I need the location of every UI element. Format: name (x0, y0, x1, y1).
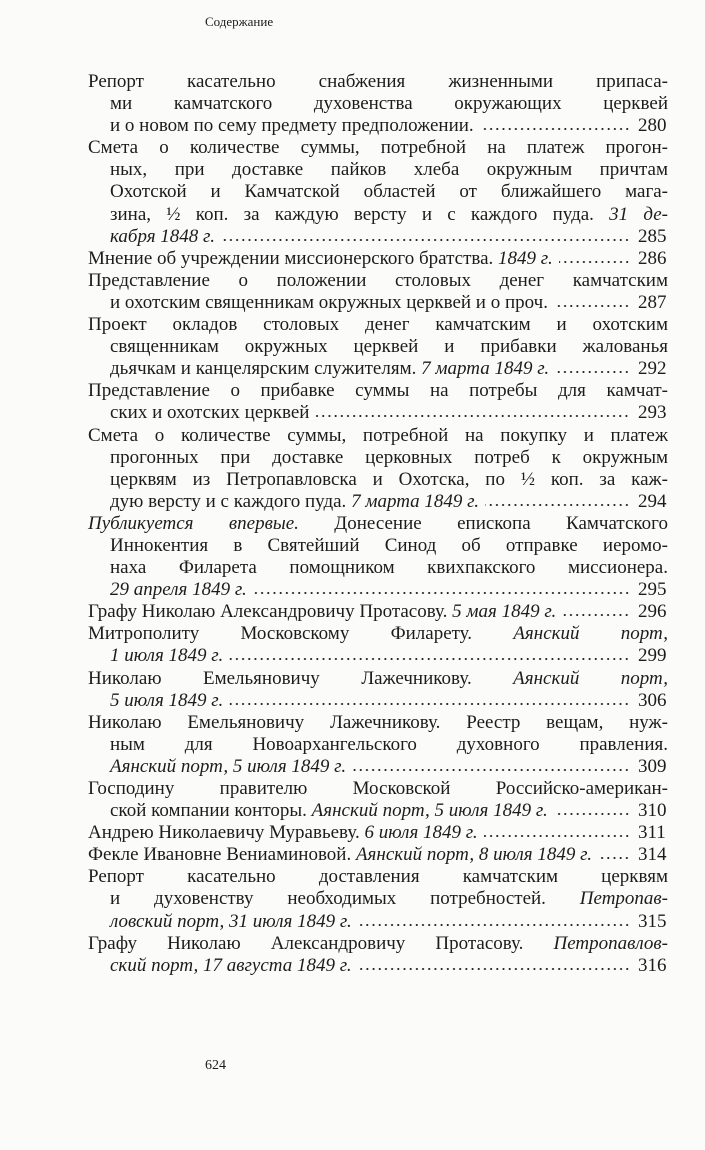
entry-text: прогонных при доставке церковных потреб к окружным (110, 446, 668, 468)
entry-text: дьячкам и канцелярским служителям. (110, 358, 422, 380)
entry-text: и охотским священникам окружных церквей и о проч. (110, 291, 548, 313)
entry-text: Господину правителю Московской Российско-американ- (88, 778, 668, 799)
entry-text: ми камчатского духовенства окружающих церквей (110, 93, 668, 115)
toc-entry (88, 623, 668, 667)
entry-text: Репорт касательно снабжения жизненными припаса- (88, 71, 668, 92)
toc-entry (88, 513, 668, 601)
toc-entry-line (88, 292, 668, 314)
entry-text: зина, ½ коп. за каждую версту и с каждого пуда. (110, 203, 610, 225)
entry-title-text (88, 822, 478, 844)
toc-entry-line (88, 690, 668, 712)
toc-entry (88, 380, 668, 424)
toc-entry-line (88, 336, 668, 358)
toc-entry-line (88, 226, 668, 248)
entry-italic-text: Аянский порт, 5 июля 1849 г. (311, 800, 548, 822)
toc-entry (88, 778, 668, 822)
entry-page-number: 314 (638, 844, 667, 866)
entry-text: Графу Николаю Александровичу Протасову. (88, 932, 554, 954)
entry-page-number: 296 (638, 601, 667, 623)
toc-entry-line (88, 712, 668, 734)
entry-text: Представление о положении столовых денег камчатским (88, 269, 668, 291)
dot-leader (358, 923, 630, 927)
entry-title-text (88, 844, 592, 866)
entry-italic-text: 7 марта 1849 г. (351, 490, 480, 512)
entry-title-text (110, 491, 479, 513)
entry-page-number: 316 (638, 954, 667, 976)
page-number: 624 (205, 1058, 226, 1073)
toc-entry (88, 933, 668, 977)
entry-text: наха Филарета помощником квихпакского миссионера. (110, 557, 668, 579)
toc-entry-line (88, 513, 668, 535)
dot-leader (562, 613, 630, 617)
toc-entry (88, 712, 668, 778)
dot-leader (358, 967, 630, 971)
entry-text: Репорт касательно доставления камчатским церквям (88, 866, 668, 888)
entry-text: ных, при доставке пайков хлеба окружным причтам (110, 159, 668, 181)
dot-leader (484, 834, 630, 838)
dot-leader (555, 370, 630, 374)
toc-entry-line (88, 137, 668, 159)
dot-leader (352, 768, 630, 772)
entry-text: Смета о количестве суммы, потребной на покупку и платеж (88, 424, 668, 446)
entry-italic-text: 31 де- (609, 203, 668, 225)
toc-entry-line (88, 402, 668, 424)
entry-text: Мнение об учреждении миссионерского братства. (88, 247, 499, 269)
entry-text: священникам окружных церквей и прибавки жалованья (110, 336, 668, 358)
entry-title-text (110, 756, 346, 778)
entry-italic-text: Аянский порт, (513, 623, 668, 645)
entry-italic-text: 6 июля 1849 г. (364, 822, 478, 844)
entry-italic-text: кабря 1848 г. (110, 225, 215, 247)
toc-entry-line (88, 579, 668, 601)
entry-text: Графу Николаю Александровичу Протасову. (88, 601, 453, 623)
entry-italic-text: 5 мая 1849 г. (452, 601, 557, 623)
toc-entry-line (88, 601, 668, 623)
entry-text: Николаю Емельяновичу Лажечникову. Реестр вещам, нуж- (88, 711, 668, 733)
entry-title-text (110, 800, 548, 822)
toc-entry-line (88, 866, 668, 888)
entry-text: и о новом по сему предмету предположении. (110, 115, 474, 137)
toc-entry-line (88, 557, 668, 579)
toc-entry-line (88, 756, 668, 778)
entry-title-text (110, 115, 474, 137)
entry-italic-text: Петропавлов- (553, 932, 668, 954)
entry-page-number: 315 (638, 910, 667, 932)
dot-leader (559, 260, 630, 264)
entry-page-number: 286 (638, 247, 667, 269)
entry-page-number: 294 (638, 490, 667, 512)
entry-italic-text: Аянский порт, (513, 667, 668, 689)
toc-entry-line (88, 248, 668, 270)
dot-leader (229, 702, 630, 706)
toc-entry-line (88, 911, 668, 933)
entry-title-text (110, 645, 223, 667)
toc-entry-line (88, 623, 668, 645)
toc-entry (88, 270, 668, 314)
toc-entry-line (88, 955, 668, 977)
toc-entry-line (88, 469, 668, 491)
toc-entry-line (88, 822, 668, 844)
toc-entry-line (88, 844, 668, 866)
toc-entry (88, 866, 668, 932)
entry-text: Охотской и Камчатской областей от ближайшего мага- (110, 181, 668, 203)
toc-entry (88, 601, 668, 623)
entry-title-text (110, 358, 549, 380)
entry-page-number: 310 (638, 800, 667, 822)
dot-leader (480, 127, 630, 131)
toc-entry-line (88, 447, 668, 469)
entry-italic-text: ловский порт, 31 июля 1849 г. (110, 910, 352, 932)
entry-italic-text: Аянский порт, 5 июля 1849 г. (110, 755, 347, 777)
entry-italic-text: Публикуется впервые. (88, 512, 299, 534)
entry-text: Смета о количестве суммы, потребной на платеж прогон- (88, 137, 668, 159)
entry-text: Иннокентия в Святейший Синод об отправке иеромо- (110, 534, 668, 556)
entry-text: Представление о прибавке суммы на потребы для камчат- (88, 380, 668, 402)
toc-entry-line (88, 71, 668, 93)
entry-italic-text: 29 апреля 1849 г. (110, 579, 247, 601)
entry-text: Фекле Ивановне Вениаминовой. (88, 844, 356, 866)
dot-leader (485, 503, 630, 507)
toc-entry-line (88, 115, 668, 137)
toc-entry-line (88, 159, 668, 181)
dot-leader (554, 304, 630, 308)
toc-entry-line (88, 181, 668, 203)
dot-leader (229, 657, 630, 661)
entry-title-text (110, 402, 309, 424)
toc-entry (88, 822, 668, 844)
entry-page-number: 287 (638, 291, 667, 313)
toc-entry (88, 668, 668, 712)
toc-entry-line (88, 270, 668, 292)
dot-leader (598, 856, 630, 860)
entry-page-number: 292 (638, 358, 667, 380)
toc-entry-line (88, 888, 668, 910)
toc-entry-line (88, 800, 668, 822)
entry-italic-text: 7 марта 1849 г. (421, 358, 550, 380)
entry-title-text (110, 579, 247, 601)
entry-title-text (88, 248, 553, 270)
entry-title-text (88, 601, 556, 623)
toc-entry-line (88, 734, 668, 756)
entry-page-number: 306 (638, 689, 667, 711)
toc-entry-line (88, 425, 668, 447)
entry-page-number: 295 (638, 579, 667, 601)
toc-entry-line (88, 358, 668, 380)
toc-entry-line (88, 933, 668, 955)
table-of-contents (88, 71, 668, 977)
entry-page-number: 311 (638, 822, 666, 844)
entry-page-number: 293 (638, 402, 667, 424)
entry-page-number: 285 (638, 225, 667, 247)
entry-title-text (110, 226, 215, 248)
toc-entry-line (88, 380, 668, 402)
dot-leader (253, 591, 630, 595)
toc-entry-line (88, 204, 668, 226)
entry-text: дую версту и с каждого пуда. (110, 490, 352, 512)
toc-entry (88, 314, 668, 380)
dot-leader (554, 812, 630, 816)
toc-entry (88, 425, 668, 513)
entry-text: Донесение епископа Камчатского (298, 512, 668, 534)
entry-page-number: 299 (638, 645, 667, 667)
entry-title-text (110, 911, 352, 933)
toc-entry-line (88, 668, 668, 690)
entry-text: ным для Новоархангельского духовного правления. (110, 733, 668, 755)
entry-text: церквям из Петропавловска и Охотска, по ½ коп. за каж- (110, 468, 668, 490)
toc-entry-line (88, 645, 668, 667)
entry-title-text (110, 955, 352, 977)
entry-text: Николаю Емельяновичу Лажечникову. (88, 667, 514, 689)
entry-italic-text: Петропав- (579, 888, 668, 910)
toc-entry (88, 71, 668, 137)
entry-text: Митрополиту Московскому Филарету. (88, 623, 514, 645)
entry-page-number: 309 (638, 755, 667, 777)
toc-entry (88, 844, 668, 866)
toc-entry-line (88, 314, 668, 336)
entry-italic-text: 5 июля 1849 г. (110, 689, 224, 711)
entry-italic-text: Аянский порт, 8 июля 1849 г. (355, 844, 593, 866)
running-head: Содержание (205, 14, 274, 29)
entry-title-text (110, 690, 223, 712)
entry-text: ских и охотских церквей (110, 402, 310, 424)
entry-text: Андрею Николаевичу Муравьеву. (88, 822, 365, 844)
entry-italic-text: 1849 г. (498, 247, 553, 269)
toc-entry-line (88, 778, 668, 800)
entry-italic-text: ский порт, 17 августа 1849 г. (110, 954, 352, 976)
toc-entry-line (88, 535, 668, 557)
entry-page-number: 280 (638, 115, 667, 137)
entry-text: Проект окладов столовых денег камчатским и охотским (88, 314, 668, 336)
entry-title-text (110, 292, 548, 314)
entry-text: ской компании конторы. (110, 800, 312, 822)
dot-leader (221, 238, 630, 242)
toc-entry-line (88, 93, 668, 115)
entry-italic-text: 1 июля 1849 г. (110, 645, 224, 667)
dot-leader (315, 414, 630, 418)
toc-entry-line (88, 491, 668, 513)
toc-entry (88, 248, 668, 270)
toc-entry (88, 137, 668, 247)
entry-text: и духовенству необходимых потребностей. (110, 888, 580, 910)
